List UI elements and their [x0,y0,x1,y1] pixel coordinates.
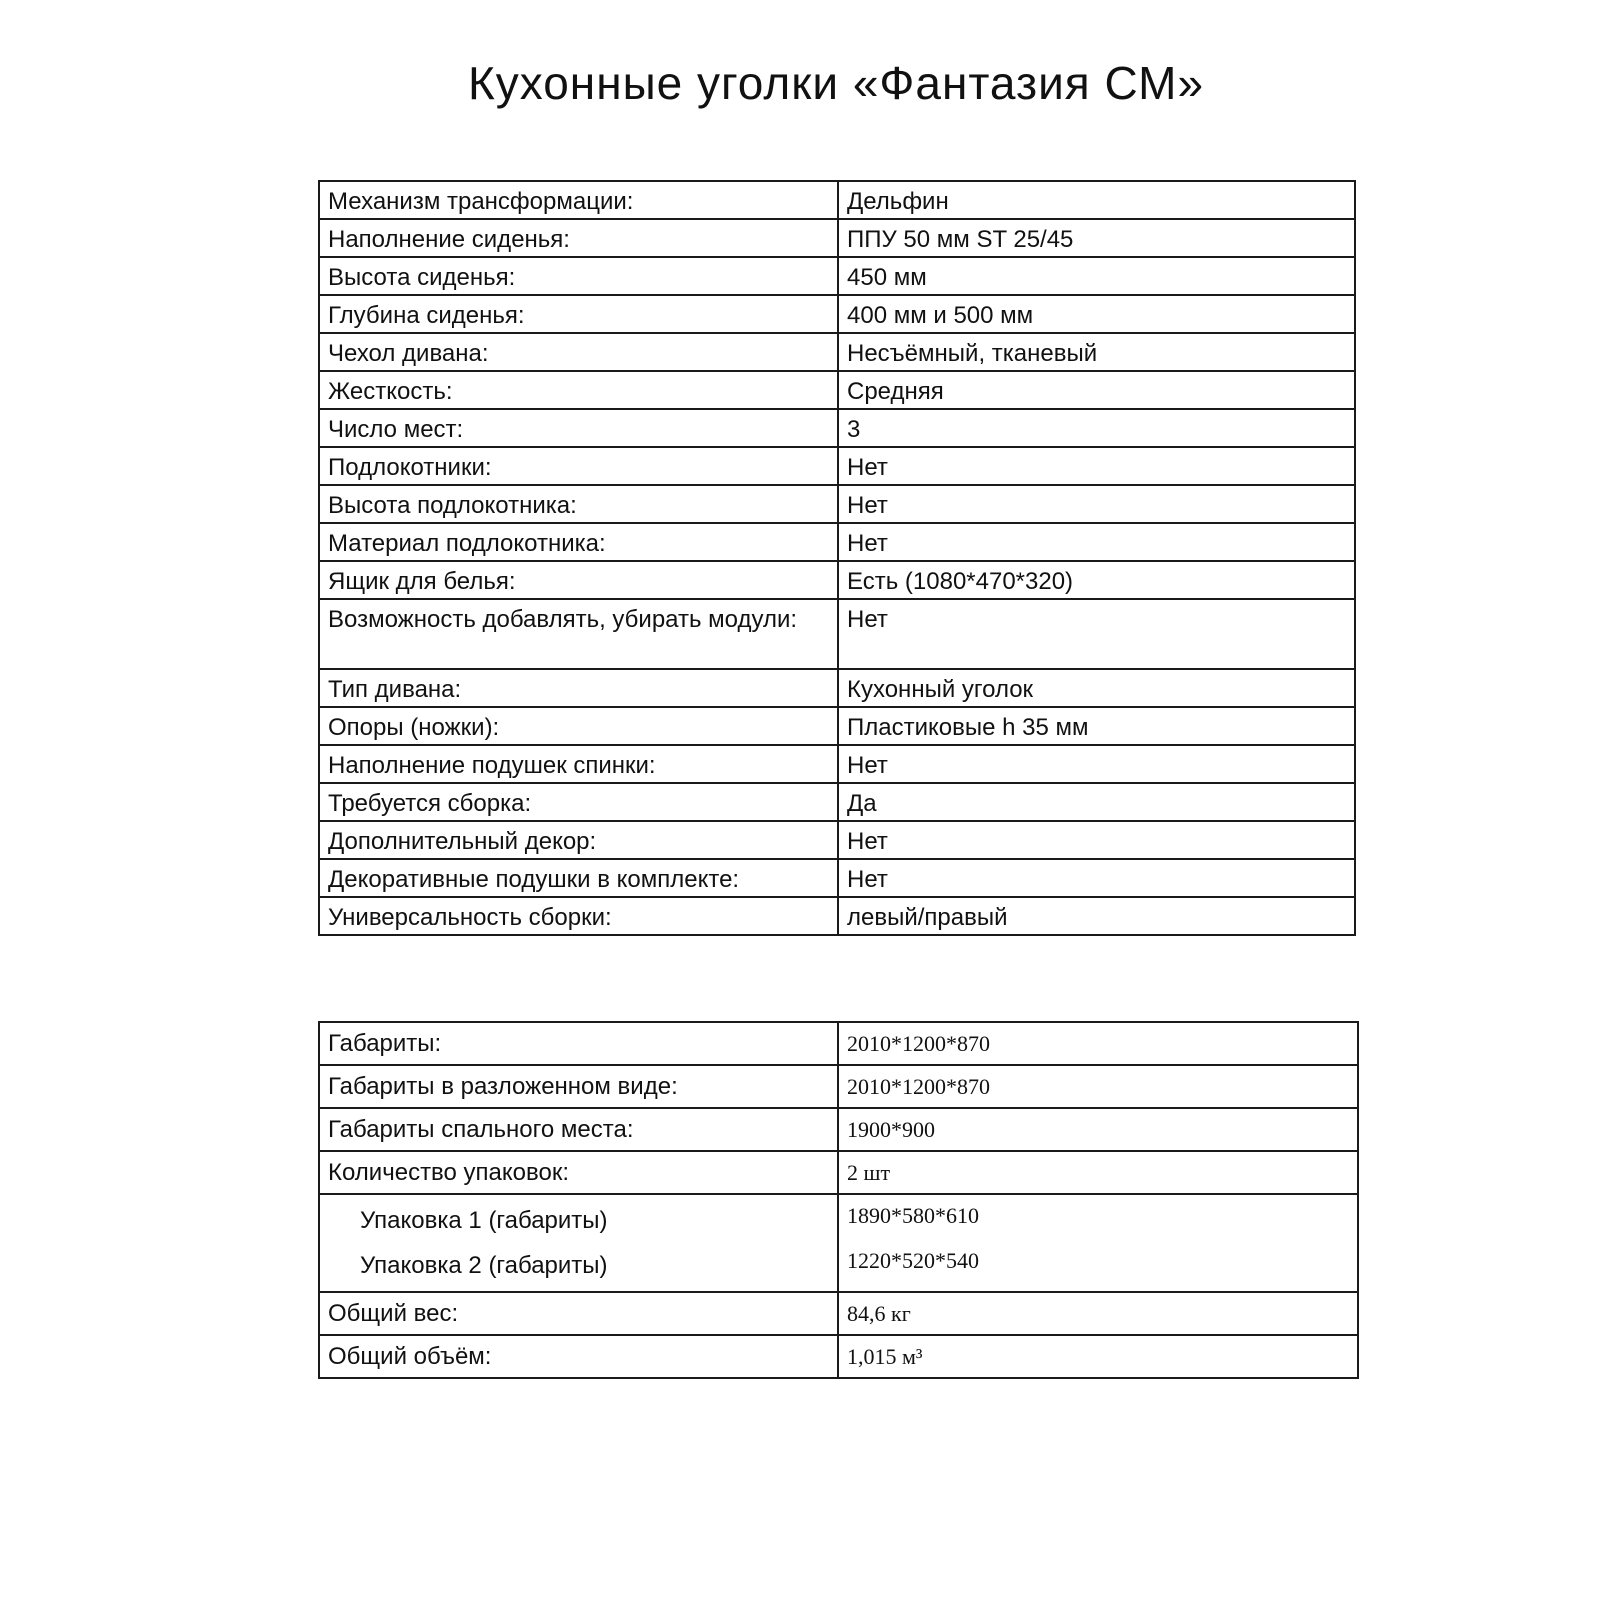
unfolded-dimensions-label: Габариты в разложенном виде: [319,1065,838,1108]
table-row [319,599,1355,669]
spec-value: Есть (1080*470*320) [838,561,1355,599]
spec-value: Дельфин [838,181,1355,219]
spec-value: Средняя [838,371,1355,409]
table-row [319,707,1355,745]
package-2-label: Упаковка 2 (габариты) [360,1252,608,1279]
spec-label: Высота подлокотника: [319,485,838,523]
total-volume-value: 1,015 м³ [838,1335,1358,1378]
spec-value: Нет [838,599,1355,669]
table-row [319,485,1355,523]
spec-value: ППУ 50 мм ST 25/45 [838,219,1355,257]
spec-label: Возможность добавлять, убирать модули: [319,599,838,669]
table-row [319,1108,1358,1151]
spec-value: левый/правый [838,897,1355,935]
table-row [319,745,1355,783]
table-row [319,669,1355,707]
spec-label: Декоративные подушки в комплекте: [319,859,838,897]
table-row [319,1292,1358,1335]
table-row [319,897,1355,935]
spec-value: Нет [838,745,1355,783]
table-row [319,371,1355,409]
spec-value: Нет [838,447,1355,485]
spec-label: Ящик для белья: [319,561,838,599]
table-row [319,1335,1358,1378]
packages-count-value: 2 шт [838,1151,1358,1194]
table-row [319,859,1355,897]
table-row [319,295,1355,333]
table-row [319,821,1355,859]
table-row [319,1151,1358,1194]
table-row [319,1194,1358,1292]
table-row [319,181,1355,219]
package-1-value: 1890*580*610 [847,1203,979,1228]
spec-value: Нет [838,485,1355,523]
spec-value: Нет [838,821,1355,859]
specs-table [318,180,1356,936]
spec-value: Кухонный уголок [838,669,1355,707]
packages-labels [319,1194,838,1292]
table-row [319,783,1355,821]
spec-label: Подлокотники: [319,447,838,485]
package-1-label: Упаковка 1 (габариты) [360,1207,608,1234]
packages-count-label: Количество упаковок: [319,1151,838,1194]
spec-value: 400 мм и 500 мм [838,295,1355,333]
table-row [319,1022,1358,1065]
spec-label: Механизм трансформации: [319,181,838,219]
total-volume-label: Общий объём: [319,1335,838,1378]
packages-values [838,1194,1358,1292]
table-row [319,333,1355,371]
table-row [319,523,1355,561]
table-row [319,447,1355,485]
sleeping-area-label: Габариты спального места: [319,1108,838,1151]
page-title: Кухонные уголки «Фантазия СМ» [467,57,1205,109]
spec-label: Наполнение сиденья: [319,219,838,257]
spec-value: Пластиковые h 35 мм [838,707,1355,745]
spec-value: Нет [838,523,1355,561]
spec-label: Универсальность сборки: [319,897,838,935]
table-row [319,1065,1358,1108]
table-row [319,257,1355,295]
overall-dimensions-value: 2010*1200*870 [838,1022,1358,1065]
spec-label: Опоры (ножки): [319,707,838,745]
spec-label: Материал подлокотника: [319,523,838,561]
spec-value: Несъёмный, тканевый [838,333,1355,371]
spec-label: Чехол дивана: [319,333,838,371]
package-2-value: 1220*520*540 [847,1248,979,1273]
spec-label: Требуется сборка: [319,783,838,821]
spec-label: Жесткость: [319,371,838,409]
overall-dimensions-label: Габариты: [319,1022,838,1065]
spec-label: Дополнительный декор: [319,821,838,859]
total-weight-label: Общий вес: [319,1292,838,1335]
spec-value: Нет [838,859,1355,897]
spec-label: Число мест: [319,409,838,447]
spec-value: 3 [838,409,1355,447]
dimensions-table [318,1021,1359,1379]
table-row [319,219,1355,257]
unfolded-dimensions-value: 2010*1200*870 [838,1065,1358,1108]
spec-value: Да [838,783,1355,821]
spec-label: Тип дивана: [319,669,838,707]
spec-label: Наполнение подушек спинки: [319,745,838,783]
spec-label: Высота сиденья: [319,257,838,295]
table-row [319,409,1355,447]
sleeping-area-value: 1900*900 [838,1108,1358,1151]
spec-value: 450 мм [838,257,1355,295]
table-row [319,561,1355,599]
total-weight-value: 84,6 кг [838,1292,1358,1335]
spec-label: Глубина сиденья: [319,295,838,333]
